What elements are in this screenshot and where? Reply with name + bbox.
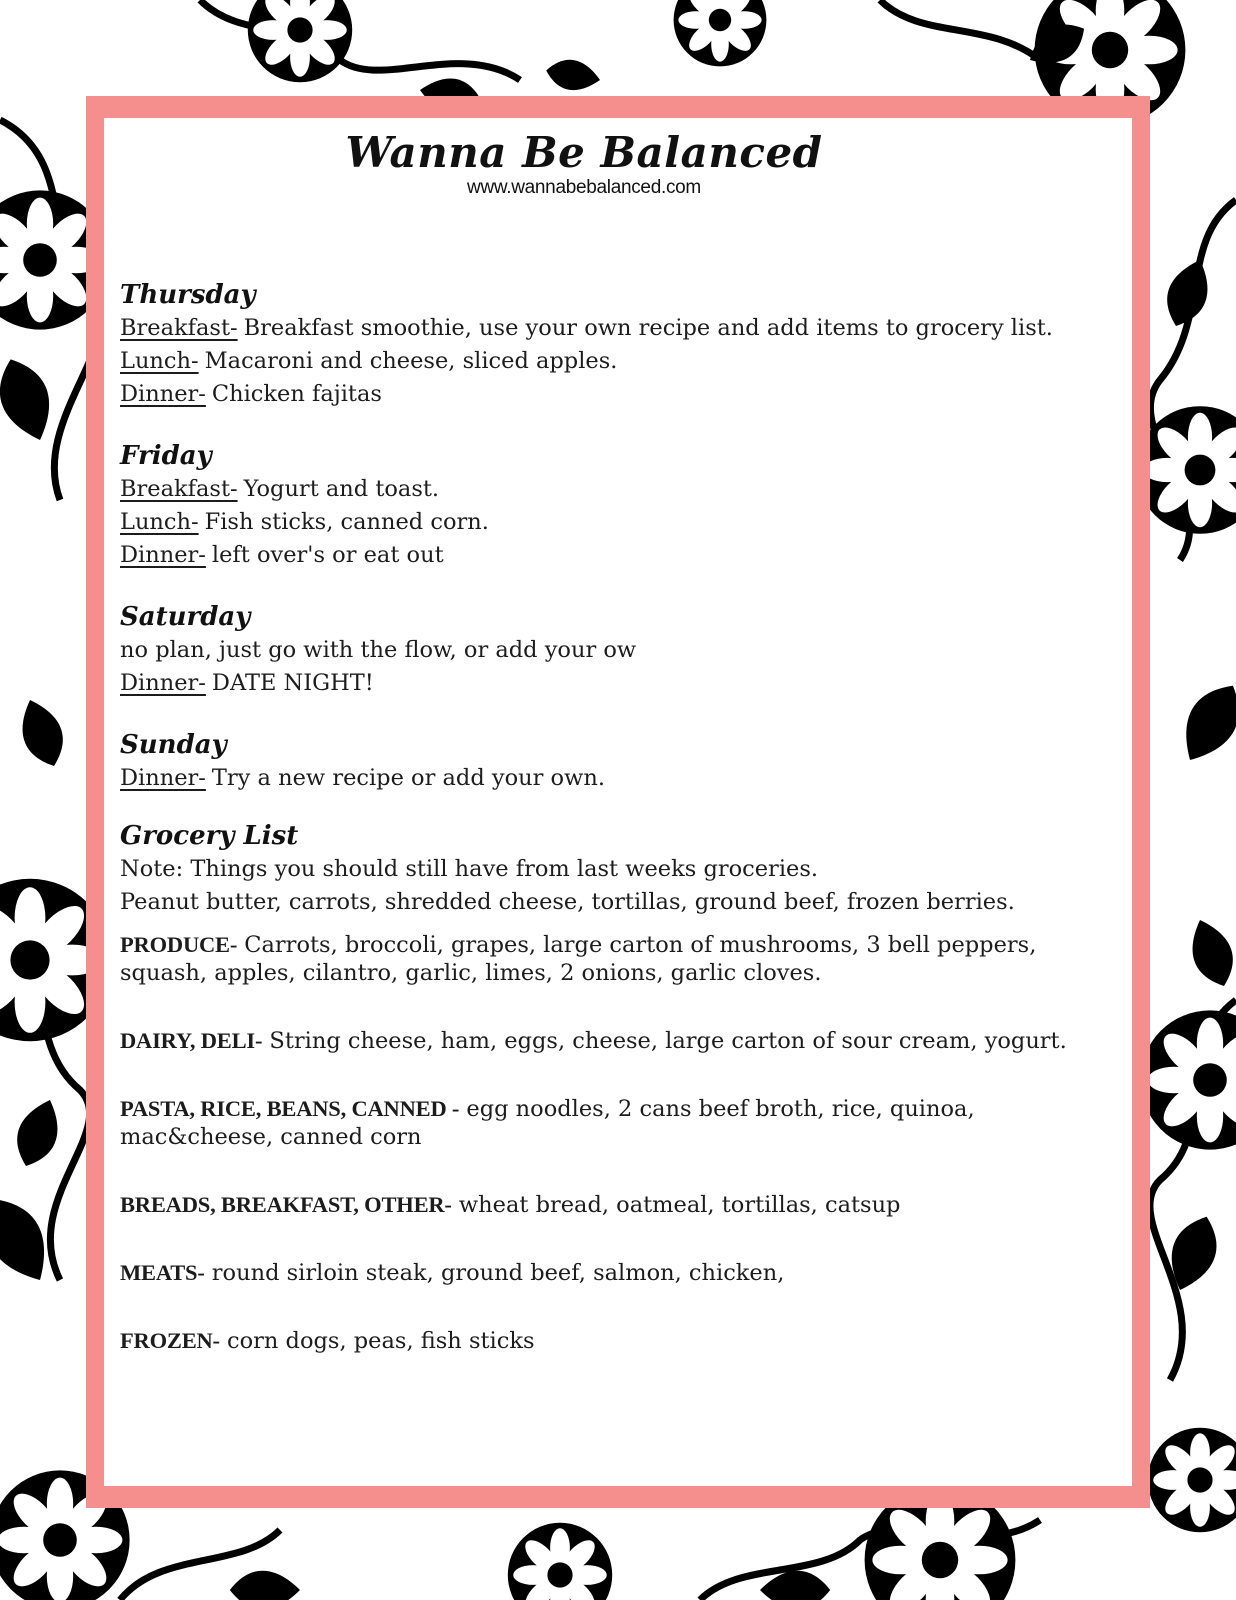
meal-text: Chicken fajitas [211,381,382,407]
meal-line [120,378,1120,411]
site-title: Wanna Be Balanced [345,128,823,177]
meal-text: Try a new recipe or add your own. [211,765,605,791]
grocery-note: Peanut butter, carrots, shredded cheese, tortillas, ground beef, frozen berries. [120,889,1015,915]
meal-label: Breakfast- [120,476,238,502]
meal-label: Lunch- [120,509,199,535]
meal-text: Fish sticks, canned corn. [204,509,489,535]
meal-text: Yogurt and toast. [243,476,440,502]
day-thursday [120,280,1120,411]
meal-text: left over's or eat out [211,542,444,568]
category-items: round sirloin steak, ground beef, salmon, chicken, [211,1260,785,1286]
day-saturday [120,602,1120,700]
day-friday [120,441,1120,572]
grocery-title: Grocery List [120,821,299,851]
meal-line [120,762,1120,795]
meal-label: Dinner- [120,670,206,696]
category-label: PRODUCE- [120,932,238,957]
category-items: corn dogs, peas, fish sticks [227,1328,535,1354]
meal-line [120,312,1120,345]
category-label: DAIRY, DELI- [120,1028,263,1053]
meal-text: no plan, just go with the flow, or add your ow [120,637,637,663]
meal-line [120,634,1120,667]
meal-line [120,345,1120,378]
meal-label: Dinner- [120,381,206,407]
category-items: Carrots, broccoli, grapes, large carton of mushrooms, 3 bell peppers, squash, apples, cilantro, garlic, limes, 2 onions, garlic cloves. [120,932,1037,986]
grocery-list [120,821,1120,1355]
meal-line [120,539,1120,572]
meal-plan [120,280,1120,1355]
day-title: Saturday [120,602,251,632]
grocery-note: Note: Things you should still have from last weeks groceries. [120,856,819,882]
meal-line [120,667,1120,700]
grocery-category [120,1327,1120,1355]
day-title: Sunday [120,730,227,760]
category-label: MEATS- [120,1260,205,1285]
category-items: String cheese, ham, eggs, cheese, large carton of sour cream, yogurt. [269,1028,1067,1054]
meal-label: Breakfast- [120,315,238,341]
meal-line [120,506,1120,539]
grocery-category [120,1191,1120,1219]
meal-text: Macaroni and cheese, sliced apples. [204,348,618,374]
category-label: FROZEN- [120,1328,220,1353]
grocery-category [120,1027,1120,1055]
meal-label: Lunch- [120,348,199,374]
meal-label: Dinner- [120,542,206,568]
meal-text: Breakfast smoothie, use your own recipe and add items to grocery list. [243,315,1053,341]
category-items: egg noodles, 2 cans beef broth, rice, quinoa, mac&cheese, canned corn [120,1096,975,1150]
grocery-category [120,931,1120,987]
day-sunday [120,730,1120,795]
meal-line [120,473,1120,506]
category-label: PASTA, RICE, BEANS, CANNED - [120,1096,460,1121]
header [104,118,1064,199]
site-url: www.wannabebalanced.com [467,177,701,198]
day-title: Thursday [120,280,256,310]
day-title: Friday [120,441,212,471]
category-items: wheat bread, oatmeal, tortillas, catsup [458,1192,901,1218]
grocery-category [120,1259,1120,1287]
grocery-category [120,1095,1120,1151]
meal-label: Dinner- [120,765,206,791]
meal-text: DATE NIGHT! [211,670,374,696]
category-label: BREADS, BREAKFAST, OTHER- [120,1192,452,1217]
